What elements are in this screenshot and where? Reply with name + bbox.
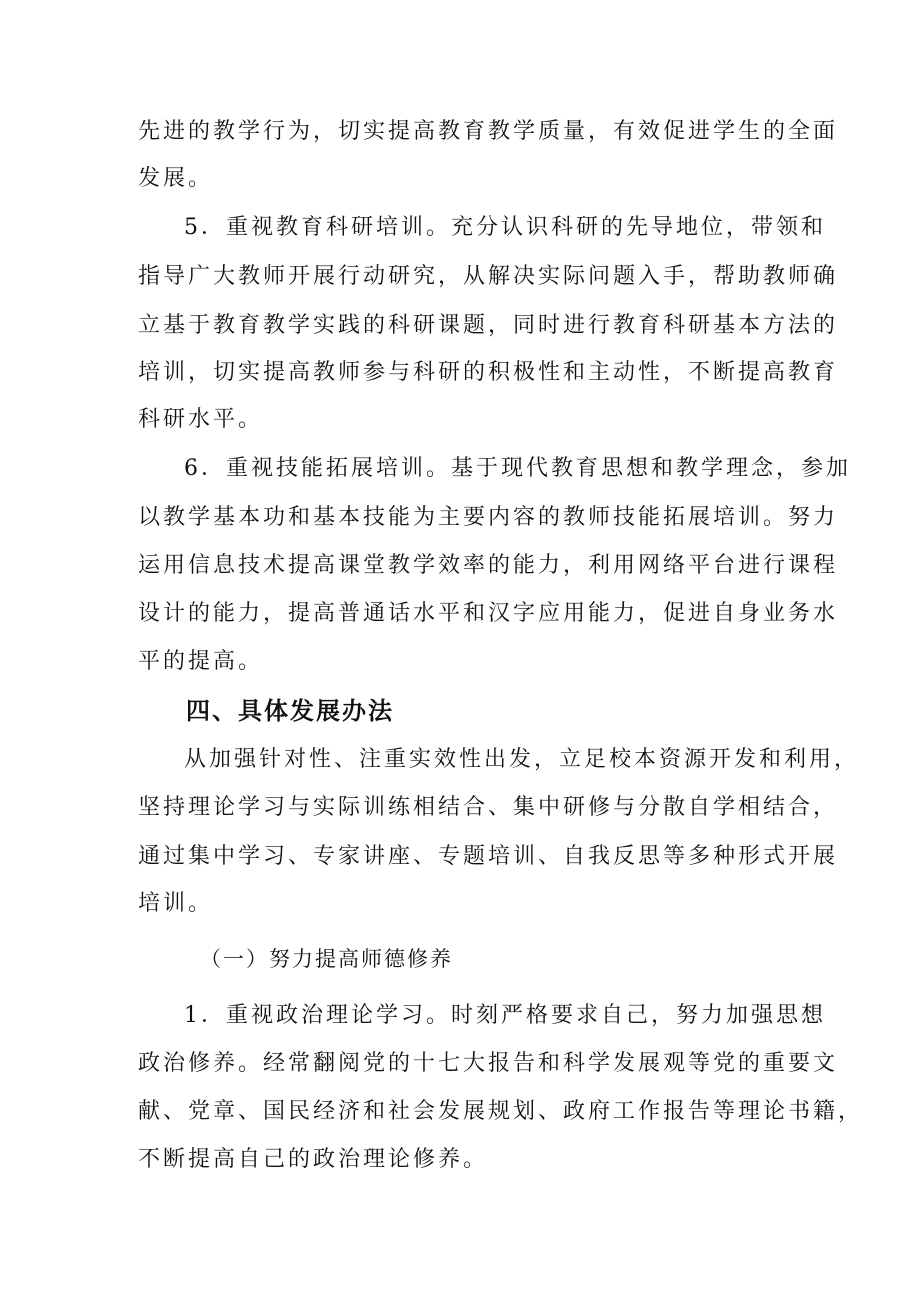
subsection-heading: （一）努力提高师德修养 — [200, 947, 453, 971]
body-text-line: 科研水平。 — [138, 407, 264, 432]
body-text-line: 坚持理论学习与实际训练相结合、集中研修与分散自学相结合， — [138, 795, 839, 820]
section-heading: 四、具体发展办法 — [186, 697, 394, 725]
body-text-line: 立基于教育教学实践的科研课题，同时进行教育科研基本方法的 — [138, 313, 839, 338]
body-text-line: 发展。 — [138, 166, 214, 191]
body-text-line: 献、党章、国民经济和社会发展规划、政府工作报告等理论书籍， — [138, 1099, 864, 1124]
body-text-line: 指导广大教师开展行动研究，从解决实际问题入手，帮助教师确 — [138, 264, 839, 289]
paragraph-5-line: 5．重视教育科研培训。充分认识科研的先导地位，带领和 — [184, 215, 826, 240]
body-text-line: 通过集中学习、专家讲座、专题培训、自我反思等多种形式开展 — [138, 844, 839, 869]
paragraph-1-line: 1．重视政治理论学习。时刻严格要求自己，努力加强思想 — [184, 1003, 826, 1028]
body-text-line: 政治修养。经常翻阅党的十七大报告和科学发展观等党的重要文 — [138, 1051, 839, 1076]
body-text-line: 平的提高。 — [138, 649, 264, 674]
paragraph-6-line: 6．重视技能拓展培训。基于现代教育思想和教学理念，参加 — [184, 456, 851, 481]
body-text-line: 设计的能力，提高普通话水平和汉字应用能力，促进自身业务水 — [138, 601, 839, 626]
paragraph-line: 从加强针对性、注重实效性出发，立足校本资源开发和利用， — [184, 747, 860, 772]
body-text-line: 运用信息技术提高课堂教学效率的能力，利用网络平台进行课程 — [138, 553, 839, 578]
body-text-line: 培训，切实提高教师参与科研的积极性和主动性，不断提高教育 — [138, 360, 839, 385]
body-text-line: 不断提高自己的政治理论修养。 — [138, 1147, 489, 1172]
body-text-line: 先进的教学行为，切实提高教育教学质量，有效促进学生的全面 — [138, 119, 839, 144]
body-text-line: 以教学基本功和基本技能为主要内容的教师技能拓展培训。努力 — [138, 505, 839, 530]
body-text-line: 培训。 — [138, 891, 214, 916]
